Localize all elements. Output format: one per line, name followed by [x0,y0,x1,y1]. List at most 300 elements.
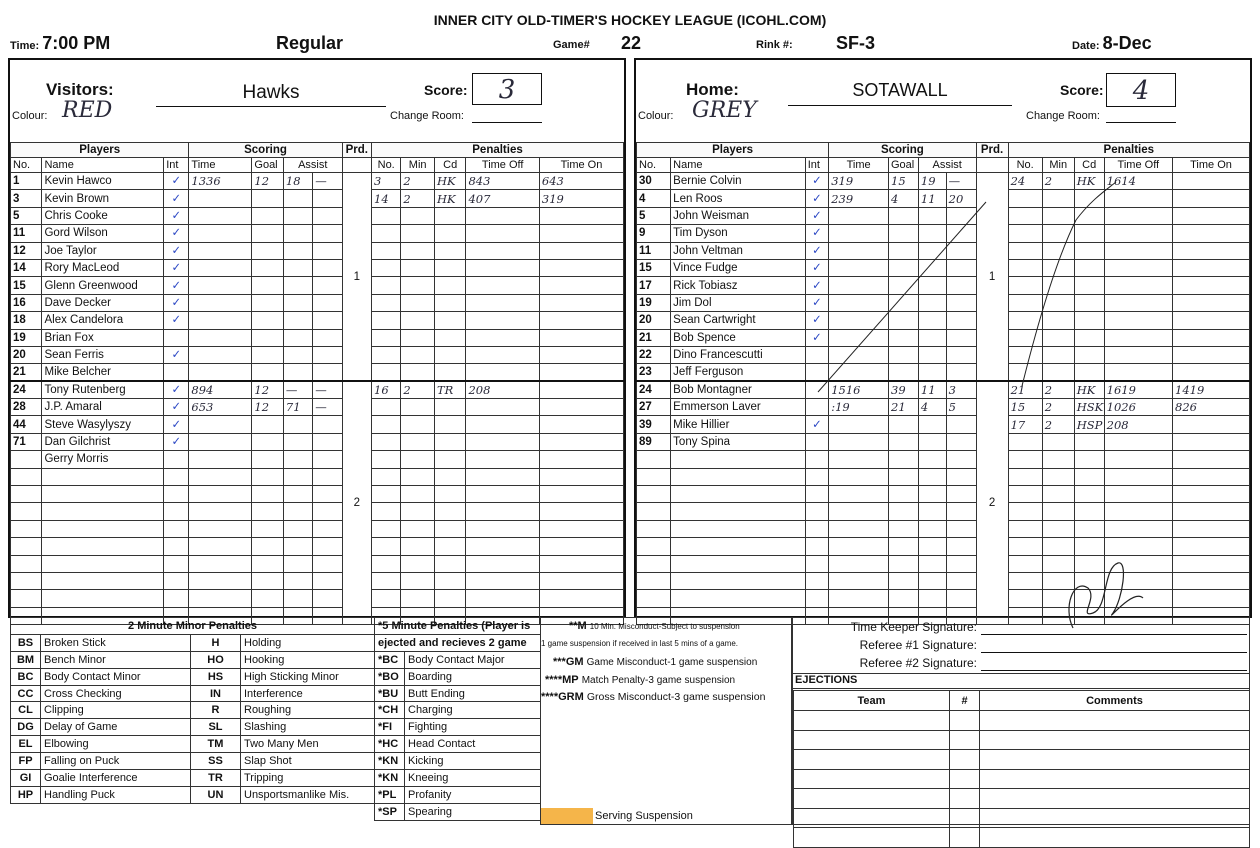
gm-desc: Game Misconduct-1 game suspension [586,657,758,668]
penalty-code: HK [1074,381,1104,398]
ejection-row [794,789,1250,809]
pen-min-header: Min [1042,158,1074,173]
goal-scorer: 12 [252,399,283,416]
misconduct-block [540,617,792,825]
major-penalty-row [375,668,541,685]
assist-1 [283,555,312,572]
goal-scorer [889,416,919,433]
assist-2 [313,590,342,607]
goal-time: :19 [829,399,889,416]
penalty-code: *KN [375,753,405,770]
int-check [164,503,189,520]
ejection-number [950,769,980,789]
player-number: 11 [11,225,42,242]
penalty-code [434,312,465,329]
penalty-time-off [1104,503,1172,520]
penalty-player [372,207,401,224]
penalty-minutes [401,555,435,572]
ejection-row [794,730,1250,750]
penalty-time-off [466,486,539,503]
player-number: 44 [11,416,42,433]
penalty-code: TM [191,736,241,753]
player-name [671,451,806,468]
penalty-player [372,555,401,572]
minor-penalty-row [11,685,375,702]
assist-2: — [946,173,976,190]
player-number [11,520,42,537]
name-header: Name [671,158,806,173]
time-header: Time [189,158,252,173]
game-number: 22 [621,33,642,53]
goal-time [189,242,252,259]
assist-1 [283,294,312,311]
goal-time [189,225,252,242]
referee2-signature-line [981,670,1247,671]
penalty-code [1074,538,1104,555]
player-number: 21 [637,329,671,346]
penalty-code: CL [11,702,41,719]
penalty-description: Slashing [241,719,375,736]
goal-time [189,555,252,572]
penalty-code [1074,486,1104,503]
goal-time [829,486,889,503]
assist-2 [946,468,976,485]
penalty-time-on: 826 [1173,399,1250,416]
penalty-player [372,294,401,311]
goal-scorer [252,190,283,207]
penalty-time-on [539,572,623,589]
penalty-time-on [1173,433,1250,450]
penalty-player [1008,520,1042,537]
period-2-label: 2 [342,381,371,624]
assist-2 [313,242,342,259]
penalty-player: 15 [1008,399,1042,416]
player-row [11,590,624,607]
assist-2 [313,364,342,381]
penalty-description: Fighting [405,719,541,736]
minor-penalty-row [11,736,375,753]
visitors-score-label: Score: [424,82,468,98]
goal-time: 653 [189,399,252,416]
penalty-player [372,312,401,329]
penalty-player [1008,451,1042,468]
penalty-time-off [466,416,539,433]
assist-2 [946,451,976,468]
penalty-code: GI [11,770,41,787]
ejection-number [950,750,980,770]
player-row [11,294,624,311]
penalty-code: BS [11,634,41,651]
minor-penalty-row [11,634,375,651]
ejection-row [794,828,1250,848]
penalty-player [1008,538,1042,555]
assist-1 [918,486,946,503]
player-number [637,451,671,468]
pen-no-header: No. [1008,158,1042,173]
assist-1 [283,486,312,503]
penalty-minutes [401,399,435,416]
player-number: 12 [11,242,42,259]
penalty-code: HO [191,651,241,668]
date-value: 8-Dec [1102,33,1152,53]
visitors-title: Visitors: [46,80,114,99]
assist-1 [283,329,312,346]
minor-penalty-row [11,770,375,787]
player-number: 18 [11,312,42,329]
penalty-code [434,433,465,450]
player-name: Mike Hillier [671,416,806,433]
goal-scorer: 12 [252,173,283,190]
ejection-comment [980,750,1250,770]
penalty-player: 17 [1008,416,1042,433]
penalty-code: HK [434,173,465,190]
penalty-description: Profanity [405,786,541,803]
penalty-description: Delay of Game [41,719,191,736]
assist-2: 5 [946,399,976,416]
mp-code: ****MP [545,674,579,686]
penalty-description: Broken Stick [41,634,191,651]
player-name: Emmerson Laver [671,399,806,416]
penalty-description: Tripping [241,770,375,787]
penalty-minutes [1042,503,1074,520]
pen-time-on-header: Time On [1173,158,1250,173]
player-number: 39 [637,416,671,433]
player-name [42,590,164,607]
int-check [805,503,828,520]
penalty-time-on [539,538,623,555]
misconduct-gm [553,656,757,668]
goal-scorer [252,451,283,468]
player-name: Gerry Morris [42,451,164,468]
assist-2 [313,572,342,589]
major-penalty-row [375,702,541,719]
player-number [11,538,42,555]
penalty-description: Boarding [405,668,541,685]
goal-time [829,555,889,572]
ejections-number-header: # [950,691,980,711]
player-number [11,451,42,468]
int-check [164,451,189,468]
assist-1 [283,346,312,363]
int-check: ✓ [164,225,189,242]
player-name [42,468,164,485]
ejection-team [794,789,950,809]
goal-time [189,329,252,346]
no-header: No. [11,158,42,173]
player-name: Steve Wasylyszy [42,416,164,433]
player-row [11,520,624,537]
penalty-player [372,416,401,433]
goal-scorer [252,468,283,485]
penalty-description: Hooking [241,651,375,668]
goal-scorer: 4 [889,190,919,207]
penalty-description: Kicking [405,753,541,770]
assist-1 [283,503,312,520]
assist-2 [313,555,342,572]
player-number: 21 [11,364,42,381]
major-penalty-row [375,770,541,787]
penalty-time-off: 407 [466,190,539,207]
assist-2 [313,277,342,294]
int-check: ✓ [805,329,828,346]
major-penalty-row [375,719,541,736]
penalty-time-on [1173,503,1250,520]
penalty-description: Head Contact [405,736,541,753]
int-check: ✓ [805,242,828,259]
assist-2 [313,207,342,224]
visitors-change-room-label: Change Room: [390,110,464,122]
penalty-code [434,468,465,485]
assist-2 [313,486,342,503]
penalty-time-off [466,433,539,450]
goal-time [189,294,252,311]
major-penalty-row [375,685,541,702]
penalty-description: Kneeing [405,770,541,787]
penalty-time-on [539,468,623,485]
penalty-minutes [401,364,435,381]
home-strike-lines [636,180,1250,400]
m-code: **M [569,620,587,632]
penalty-time-on [1173,572,1250,589]
period-2-label: 2 [976,381,1008,624]
goal-time [189,312,252,329]
assist-1 [283,190,312,207]
penalty-time-off [466,555,539,572]
penalty-code: HP [11,786,41,803]
penalty-code [1074,503,1104,520]
penalty-minutes [401,225,435,242]
player-number [11,572,42,589]
int-check: ✓ [164,312,189,329]
penalty-code: H [191,634,241,651]
goal-scorer [252,207,283,224]
grm-desc: Gross Misconduct-3 game suspension [586,691,766,703]
penalty-minutes [401,433,435,450]
penalty-description: Goalie Interference [41,770,191,787]
player-row [11,416,624,433]
penalty-description: Bench Minor [41,651,191,668]
goal-time [829,433,889,450]
m-desc: 10 Min. Misconduct-Subject to suspension [589,622,740,631]
goal-scorer [252,555,283,572]
league-title: INNER CITY OLD-TIMER'S HOCKEY LEAGUE (ICOHL.COM) [433,12,827,28]
penalty-time-on: 643 [539,173,623,190]
penalty-time-off [466,503,539,520]
penalty-code [434,520,465,537]
goal-header: Goal [252,158,283,173]
penalty-minutes [401,294,435,311]
goal-time: 894 [189,381,252,398]
player-number [11,590,42,607]
player-number: 20 [637,312,671,329]
penalty-time-on [1173,520,1250,537]
penalty-player [372,399,401,416]
goal-time [829,503,889,520]
player-name: Rick Tobiasz [671,277,806,294]
goal-time: 1516 [829,381,889,398]
penalty-time-on [539,555,623,572]
penalty-player [1008,572,1042,589]
assist-1 [918,451,946,468]
assist-2 [946,416,976,433]
penalty-time-on [1173,555,1250,572]
penalty-player [372,242,401,259]
int-check: ✓ [805,312,828,329]
goal-scorer [252,486,283,503]
assist-2: 3 [946,381,976,398]
home-change-room-label: Change Room: [1026,110,1100,122]
minor-penalties-legend [10,617,375,804]
penalty-minutes [401,346,435,363]
ejection-row [794,808,1250,828]
int-check: ✓ [805,207,828,224]
penalty-code [434,538,465,555]
goal-scorer [889,503,919,520]
player-row [637,451,1250,468]
penalty-time-off [466,590,539,607]
assist-1 [283,468,312,485]
timekeeper-signature-label: Time Keeper Signature: [850,620,977,634]
timekeeper-signature [1043,558,1163,638]
penalty-player [372,468,401,485]
penalty-minutes [401,277,435,294]
assist-2 [313,312,342,329]
grm-code: ****GRM [541,691,584,703]
penalty-description: Butt Ending [405,685,541,702]
int-check: ✓ [164,416,189,433]
misconduct-grm [541,691,765,703]
home-title: Home: [686,80,739,99]
goal-time [189,451,252,468]
assist-1 [283,259,312,276]
goal-time [189,486,252,503]
penalty-code [1074,468,1104,485]
penalty-description: High Sticking Minor [241,668,375,685]
player-number: 15 [11,277,42,294]
int-check [805,538,828,555]
penalty-player [372,329,401,346]
int-check [805,468,828,485]
assist-2: — [313,381,342,398]
penalty-description: Unsportsmanlike Mis. [241,786,375,803]
int-check: ✓ [164,381,189,398]
penalty-description: Roughing [241,702,375,719]
player-name [671,486,806,503]
player-number: 24 [637,381,671,398]
penalty-code [434,555,465,572]
assist-1 [918,572,946,589]
penalty-description: Body Contact Minor [41,668,191,685]
int-check [805,520,828,537]
penalty-code: HSP [1074,416,1104,433]
assist-2 [946,520,976,537]
goal-time [189,468,252,485]
penalties-header: Penalties [372,143,624,158]
assist-1: 19 [918,173,946,190]
referee1-signature-line [981,652,1247,653]
player-name [42,538,164,555]
penalty-player [372,451,401,468]
assist-2 [313,416,342,433]
player-name [671,468,806,485]
ejection-comment [980,769,1250,789]
player-row [637,416,1250,433]
player-name: J.P. Amaral [42,399,164,416]
penalty-code: *BU [375,685,405,702]
penalty-time-off [466,468,539,485]
ejections-title: EJECTIONS [793,673,1249,689]
goal-scorer [252,312,283,329]
player-name [42,520,164,537]
player-row [11,277,624,294]
player-name [42,486,164,503]
int-check [164,555,189,572]
player-name: Tony Spina [671,433,806,450]
penalty-code [434,364,465,381]
int-check [805,572,828,589]
pen-cd-header: Cd [434,158,465,173]
player-row [11,451,624,468]
penalty-player [1008,433,1042,450]
goal-scorer [889,433,919,450]
penalty-time-off: 208 [466,381,539,398]
game-number-block [621,33,641,54]
penalty-time-on [539,381,623,398]
time-block [10,33,110,54]
rink-value: SF-3 [836,33,876,53]
player-name [671,590,806,607]
penalty-time-off [1104,468,1172,485]
major-penalty-row [375,753,541,770]
int-check: ✓ [164,433,189,450]
penalty-minutes: 2 [401,381,435,398]
penalty-description: Spearing [405,803,541,820]
int-check: ✓ [164,242,189,259]
ejections-team-header: Team [794,691,950,711]
assist-2 [946,555,976,572]
penalty-time-off [466,259,539,276]
penalty-time-off: 1026 [1104,399,1172,416]
penalty-time-off [466,294,539,311]
penalty-time-on [539,259,623,276]
player-row [11,312,624,329]
player-name: Brian Fox [42,329,164,346]
ejection-team [794,730,950,750]
int-check [164,468,189,485]
minor-penalty-row [11,651,375,668]
penalty-player: 14 [372,190,401,207]
ejection-number [950,828,980,848]
penalty-time-on [1173,416,1250,433]
major-title-1: *5 Minute Penalties (Player is [375,618,541,635]
penalty-code: *BO [375,668,405,685]
penalty-minutes: 2 [1042,381,1074,398]
scoring-header: Scoring [189,143,342,158]
player-row [11,259,624,276]
player-row [11,173,624,190]
int-check [164,329,189,346]
ejection-team [794,769,950,789]
penalty-code: HK [1074,173,1104,190]
player-name: Dave Decker [42,294,164,311]
player-name: Alex Candelora [42,312,164,329]
ejection-number [950,730,980,750]
no-header: No. [637,158,671,173]
penalty-time-off [466,207,539,224]
major-penalty-row [375,651,541,668]
penalty-minutes [401,242,435,259]
penalty-time-on [539,433,623,450]
